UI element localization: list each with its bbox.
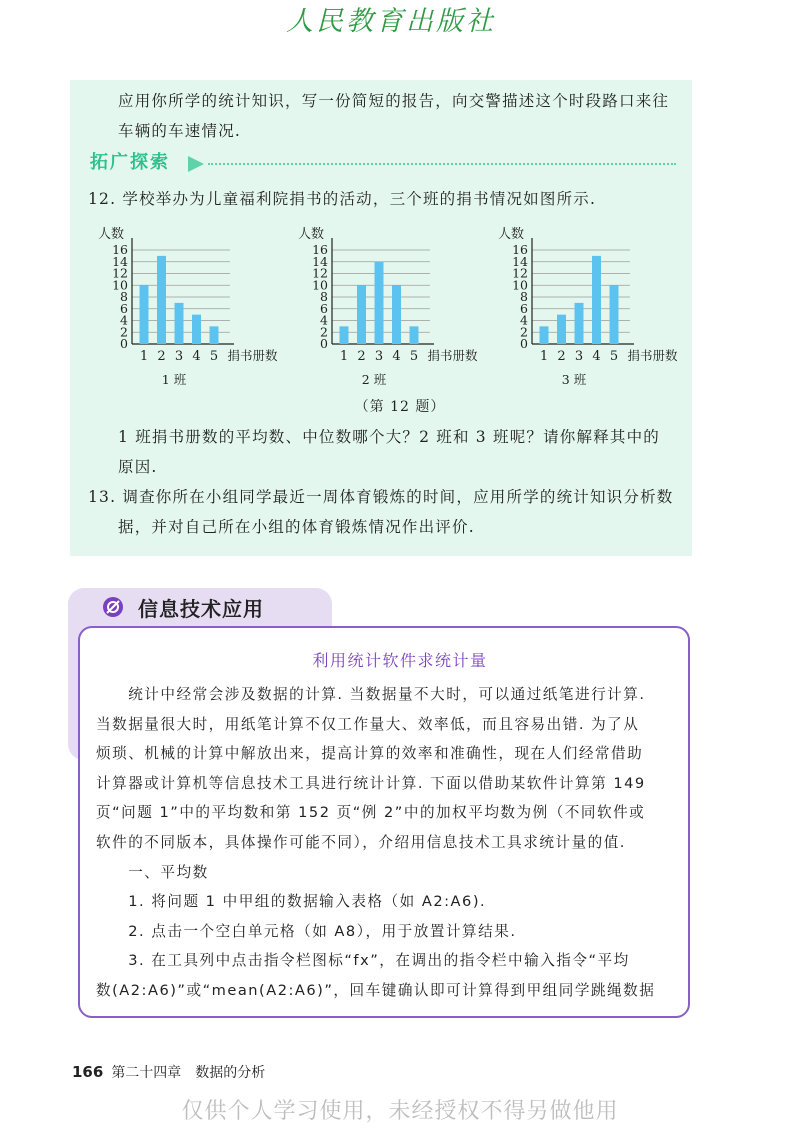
y-tick-label: 4 xyxy=(520,312,528,328)
y-tick-label: 16 xyxy=(112,242,128,257)
question-12-followup-line2: 原因. xyxy=(118,458,158,476)
bar-chart-class-1 xyxy=(80,222,278,392)
y-tick-label: 8 xyxy=(320,289,328,304)
y-tick-label: 6 xyxy=(520,300,528,316)
y-tick-label: 14 xyxy=(312,253,328,269)
y-tick-label: 6 xyxy=(120,300,128,316)
bar xyxy=(392,285,401,344)
play-arrow-icon xyxy=(186,154,206,174)
y-tick-label: 12 xyxy=(112,265,128,281)
section-tag-extension: 拓广探索 xyxy=(90,152,170,173)
chart-title: 1 班 xyxy=(161,372,187,387)
x-tick-label: 5 xyxy=(609,349,619,364)
info-text-line: 计算器或计算机等信息技术工具进行统计计算. 下面以借助某软件计算第 149 xyxy=(96,774,646,792)
figure-caption: （第 12 题） xyxy=(354,399,446,415)
x-tick-label: 3 xyxy=(574,349,584,364)
bar xyxy=(192,315,201,344)
question-12-followup-line1: 1 班捐书册数的平均数、中位数哪个大？2 班和 3 班呢？请你解释其中的 xyxy=(118,428,660,446)
section-divider xyxy=(208,163,676,165)
bar xyxy=(175,303,184,344)
bar xyxy=(140,285,149,344)
y-tick-label: 14 xyxy=(112,253,128,269)
question-12: 12. 学校举办为儿童福利院捐书的活动，三个班的捐书情况如图所示. xyxy=(88,190,597,208)
watermark-text: 仅供个人学习使用，未经授权不得另做他用 xyxy=(181,1099,619,1124)
x-tick-label: 4 xyxy=(392,349,401,364)
info-text-line: 烦琐、机械的计算中解放出来，提高计算的效率和准确性，现在人们经常借助 xyxy=(96,745,644,763)
publisher-logo-text: 人民教育出版社 xyxy=(286,6,496,37)
bar xyxy=(340,326,349,344)
x-tick-label: 5 xyxy=(209,349,219,364)
y-tick-label: 14 xyxy=(512,253,528,269)
y-tick-label: 16 xyxy=(512,242,528,257)
y-tick-label: 4 xyxy=(320,312,328,328)
info-heading: 利用统计软件求统计量 xyxy=(312,651,488,670)
bar-chart-svg-class-3 xyxy=(480,222,680,392)
bar-chart-class-2 xyxy=(280,222,478,392)
info-text-line: 一、平均数 xyxy=(96,863,209,881)
info-text-line: 软件的不同版本，具体操作可能不同），介绍用信息技术工具求统计量的值. xyxy=(96,834,626,851)
y-tick-label: 12 xyxy=(312,265,328,281)
bar-chart-class-3 xyxy=(480,222,678,392)
x-axis-label: 捐书册数 xyxy=(427,348,478,363)
y-tick-label: 2 xyxy=(320,324,328,340)
y-tick-label: 4 xyxy=(120,312,128,328)
bar xyxy=(375,262,384,344)
x-tick-label: 1 xyxy=(539,349,549,364)
y-tick-label: 0 xyxy=(120,336,128,351)
bar-chart-svg-class-2 xyxy=(280,222,480,392)
bar xyxy=(357,285,366,344)
x-tick-label: 1 xyxy=(339,349,349,364)
x-tick-label: 2 xyxy=(557,349,566,364)
bar xyxy=(575,303,584,344)
info-text-line: 统计中经常会涉及数据的计算. 当数据量不大时，可以通过纸笔进行计算. xyxy=(96,686,646,703)
y-tick-label: 2 xyxy=(520,324,528,340)
y-tick-label: 0 xyxy=(320,336,328,351)
y-tick-label: 6 xyxy=(320,300,328,316)
x-axis-label: 捐书册数 xyxy=(227,348,278,363)
x-tick-label: 2 xyxy=(357,349,366,364)
y-axis-label: 人数 xyxy=(98,227,125,242)
bar-chart-svg-class-1 xyxy=(80,222,280,392)
info-text-line: 1. 将问题 1 中甲组的数据输入表格（如 A2:A6). xyxy=(96,893,487,911)
bar xyxy=(210,326,219,344)
question-13-line2: 据，并对自己所在小组的体育锻炼情况作出评价. xyxy=(118,518,475,536)
x-tick-label: 4 xyxy=(592,349,601,364)
x-tick-label: 3 xyxy=(174,349,184,364)
y-tick-label: 16 xyxy=(312,242,328,257)
bar xyxy=(610,285,619,344)
info-section-title: 信息技术应用 xyxy=(138,597,264,621)
info-text-line: 数(A2:A6)”或“mean(A2:A6)”，回车键确认即可计算得到甲组同学跳绳数据 xyxy=(96,982,656,999)
x-tick-label: 3 xyxy=(374,349,384,364)
publisher-logo xyxy=(0,0,800,40)
chart-title: 3 班 xyxy=(561,372,587,387)
chapter-title: 第二十四章 数据的分析 xyxy=(111,1065,266,1081)
bar xyxy=(540,326,549,344)
question-13-line1: 13. 调查你所在小组同学最近一周体育锻炼的时间，应用所学的统计知识分析数 xyxy=(88,488,674,506)
bar xyxy=(557,315,566,344)
x-axis-label: 捐书册数 xyxy=(627,348,678,363)
bar xyxy=(157,256,166,344)
x-tick-label: 2 xyxy=(157,349,166,364)
bar-charts-group xyxy=(80,222,680,402)
exercise-11-text-line2: 车辆的车速情况. xyxy=(118,122,242,140)
y-tick-label: 10 xyxy=(312,277,328,293)
page-number: 166 xyxy=(72,1063,104,1081)
info-text-line: 3. 在工具列中点击指令栏图标“fx”，在调出的指令栏中输入指令“平均 xyxy=(96,952,630,970)
info-text-line: 当数据量很大时，用纸笔计算不仅工作量大、效率低，而且容易出错. 为了从 xyxy=(96,715,640,733)
y-tick-label: 8 xyxy=(520,289,528,304)
y-axis-label: 人数 xyxy=(498,227,525,242)
x-tick-label: 5 xyxy=(409,349,419,364)
y-axis-label: 人数 xyxy=(298,227,325,242)
y-tick-label: 10 xyxy=(112,277,128,293)
page-footer xyxy=(72,1062,265,1082)
info-text-line: 页“问题 1”中的平均数和第 152 页“例 2”中的加权平均数为例（不同软件或 xyxy=(96,804,646,822)
x-tick-label: 1 xyxy=(139,349,149,364)
x-tick-label: 4 xyxy=(192,349,201,364)
exercise-11-text-line1: 应用你所学的统计知识，写一份简短的报告，向交警描述这个时段路口来往 xyxy=(118,92,670,110)
bar xyxy=(592,256,601,344)
info-tech-icon xyxy=(102,596,124,618)
info-text-line: 2. 点击一个空白单元格（如 A8），用于放置计算结果. xyxy=(96,922,517,940)
y-tick-label: 0 xyxy=(520,336,528,351)
y-tick-label: 8 xyxy=(120,289,128,304)
y-tick-label: 2 xyxy=(120,324,128,340)
y-tick-label: 10 xyxy=(512,277,528,293)
y-tick-label: 12 xyxy=(512,265,528,281)
chart-title: 2 班 xyxy=(361,372,387,387)
bar xyxy=(410,326,419,344)
